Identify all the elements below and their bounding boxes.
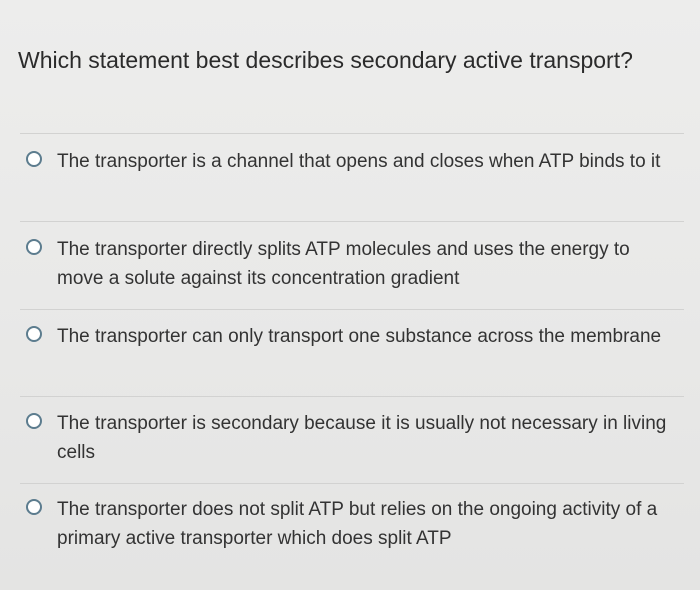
divider [20, 133, 684, 134]
radio-button-icon[interactable] [26, 499, 42, 515]
answer-option-2[interactable] [26, 235, 676, 293]
answer-option-label: The transporter is a channel that opens and closes when ATP binds to it [57, 151, 661, 172]
answer-option-label: The transporter does not split ATP but relies on the ongoing activity of a primary active transporter which does split ATP [57, 499, 658, 549]
radio-button-icon[interactable] [26, 151, 42, 167]
answer-option-5[interactable] [26, 495, 676, 553]
answer-option-4[interactable] [26, 409, 676, 467]
radio-button-icon[interactable] [26, 239, 42, 255]
divider [20, 309, 684, 310]
question-text: Which statement best describes secondary active transport? [18, 47, 633, 73]
radio-button-icon[interactable] [26, 413, 42, 429]
divider [20, 483, 684, 484]
divider [20, 221, 684, 222]
answer-option-label: The transporter can only transport one substance across the membrane [57, 326, 662, 347]
answer-option-1[interactable] [26, 147, 676, 176]
radio-button-icon[interactable] [26, 326, 42, 342]
answer-option-3[interactable] [26, 322, 676, 351]
answer-option-label: The transporter directly splits ATP molecules and uses the energy to move a solute against its concentration gradient [57, 239, 630, 289]
answer-option-label: The transporter is secondary because it is usually not necessary in living cells [57, 413, 667, 463]
divider [20, 396, 684, 397]
